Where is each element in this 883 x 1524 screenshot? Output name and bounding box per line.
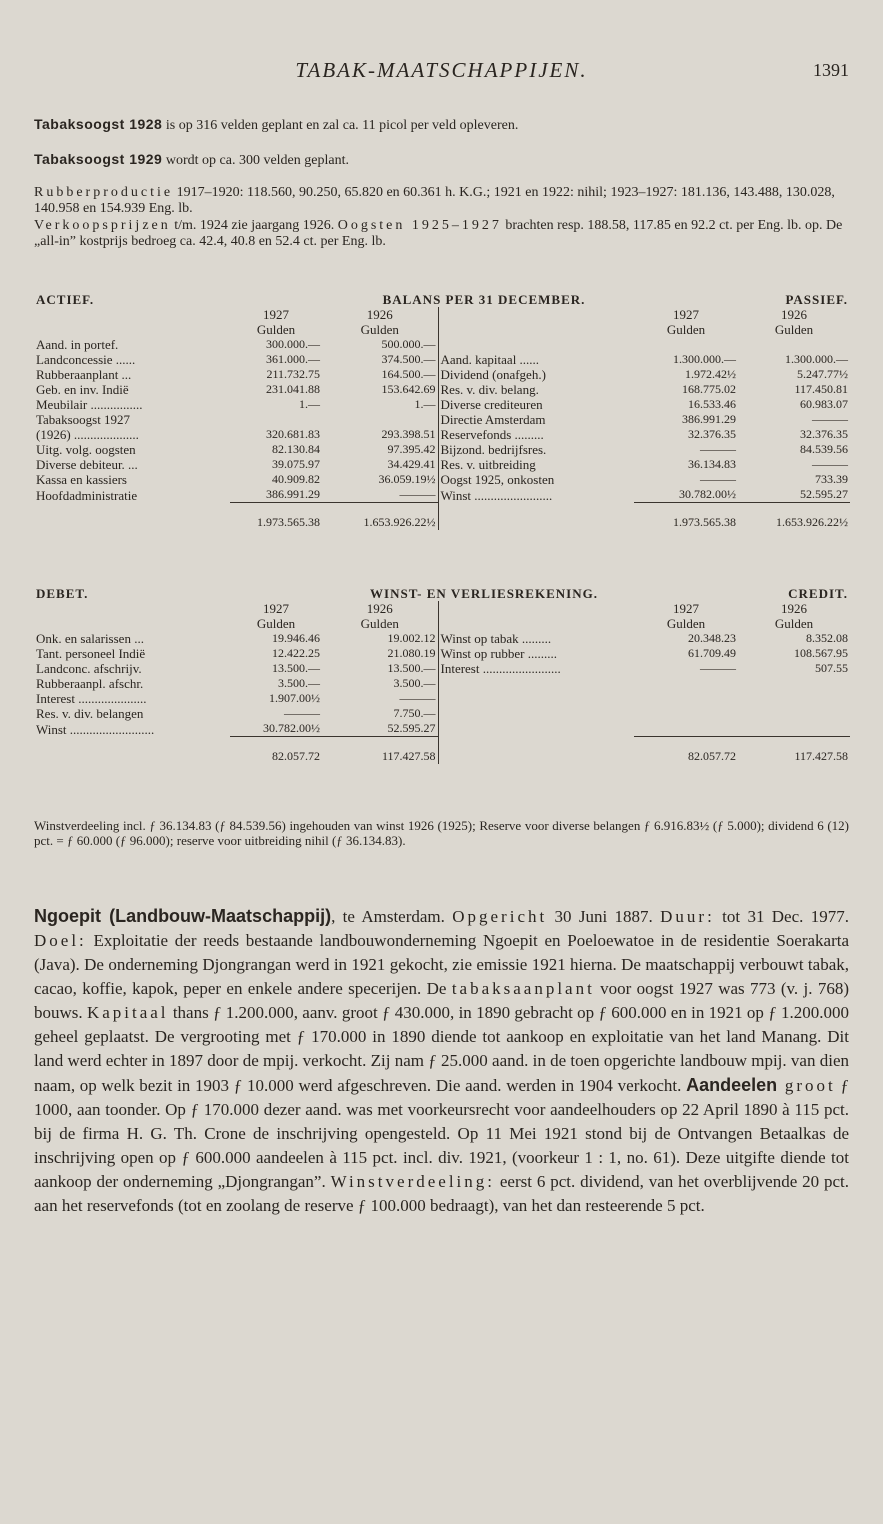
row-value: 61.709.49 <box>688 646 736 660</box>
row-value: ——— <box>812 412 848 426</box>
unit-header: Gulden <box>774 322 814 337</box>
year-header: 1927 <box>673 307 699 322</box>
row-label: Kassa en kassiers <box>36 472 127 487</box>
balance-total-row <box>34 503 850 531</box>
row-label: Tant. personeel Indië <box>36 646 146 661</box>
year-header: 1927 <box>673 601 699 616</box>
company-text: ƒ 1000, aan toonder. Op ƒ 170.000 dezer aand. was met voorkeursrecht voor aandeelhouders op 22 April 1890 à 115 pct. bij de firma H. G. Th. Crone de inschrijving opengesteld. Op 11 Mei 1921 stond bij de Ontvangen Betaalkas de inschrijving open op ƒ 600.000 aandeelen à 115 pct. incl. div. 1921, (voorkeur 1 : 1, no. 61). Deze uitgifte diende tot aankoop der onderneming „Djongrangan”. <box>34 1076 849 1191</box>
row-label: (1926) .................... <box>36 427 139 442</box>
row-value: 19.946.46 <box>272 631 320 645</box>
page-header <box>34 58 849 88</box>
page-number: 1391 <box>813 60 849 80</box>
row-value <box>738 706 850 721</box>
table-row <box>34 397 850 412</box>
row-label <box>438 721 634 737</box>
row-value <box>230 412 322 427</box>
row-value: 361.000.— <box>266 352 320 366</box>
row-value: 12.422.25 <box>272 646 320 660</box>
oogst-1929-label: Tabaksoogst 1929 <box>34 151 163 167</box>
row-label: Res. v. div. belang. <box>438 382 634 397</box>
row-value <box>738 676 850 691</box>
table-row <box>34 367 850 382</box>
company-text: 30 Juni 1887. <box>547 907 661 926</box>
table-row <box>34 487 850 503</box>
row-label: Winst op tabak ......... <box>438 631 634 646</box>
row-value: ——— <box>700 472 736 486</box>
row-value: 211.732.75 <box>266 367 320 381</box>
row-label: Aand. in portef. <box>36 337 119 352</box>
verkoop-label: Verkoopsprijzen <box>34 218 171 233</box>
verkoop-text-1: t/m. 1924 zie jaargang 1926. <box>170 218 338 233</box>
row-value: 168.775.02 <box>682 382 736 396</box>
year-header: 1926 <box>781 601 807 616</box>
row-value: 36.059.19½ <box>378 472 436 486</box>
balance-right-title: PASSIEF. <box>785 292 848 307</box>
row-label: Res. v. div. belangen <box>36 706 144 721</box>
row-value: 32.376.35 <box>688 427 736 441</box>
company-text: voor oogst 1927 was 773 (v. j. 768) bouws. <box>34 979 849 1022</box>
unit-header: Gulden <box>774 616 814 631</box>
total-value: 82.057.72 <box>634 737 738 765</box>
oogst-1928-text: is op 316 velden geplant en zal ca. 11 picol per veld opleveren. <box>162 118 519 133</box>
balance-center-title: BALANS PER 31 DECEMBER. <box>382 292 586 307</box>
row-value: ——— <box>700 442 736 456</box>
row-value: 320.681.83 <box>266 427 320 441</box>
row-value: 36.134.83 <box>688 457 736 471</box>
row-label: Diverse debiteur. ... <box>36 457 138 472</box>
paragraph-verkoopsprijzen <box>34 218 849 250</box>
company-name: Ngoepit (Landbouw-Maatschappij) <box>34 906 332 926</box>
row-value: 7.750.— <box>393 706 436 720</box>
row-value: 231.041.88 <box>266 382 320 396</box>
row-value <box>322 412 438 427</box>
row-value: 1.907.00½ <box>269 691 320 705</box>
row-label <box>438 676 634 691</box>
table-row <box>34 706 850 721</box>
year-header: 1927 <box>263 601 289 616</box>
row-value <box>738 691 850 706</box>
row-value: 117.450.81 <box>794 382 848 396</box>
oogst-1929-text: wordt op ca. 300 velden geplant. <box>162 153 349 168</box>
total-value: 82.057.72 <box>230 737 322 765</box>
row-value <box>738 721 850 737</box>
total-value: 1.973.565.38 <box>634 503 738 531</box>
row-value: 52.595.27 <box>800 487 848 501</box>
balance-year-row <box>34 307 850 322</box>
unit-header: Gulden <box>360 616 399 631</box>
total-value: 117.427.58 <box>738 737 850 765</box>
row-value: 84.539.56 <box>800 442 848 456</box>
row-value: 30.782.00½ <box>263 721 320 735</box>
wv-year-row <box>34 601 850 616</box>
row-value: 3.500.— <box>278 676 320 690</box>
row-label: Dividend (onafgeh.) <box>438 367 634 382</box>
row-label: Oogst 1925, onkosten <box>438 472 634 487</box>
row-value: 1.300.000.— <box>673 352 736 366</box>
row-value: 82.130.84 <box>272 442 320 456</box>
table-row <box>34 337 850 352</box>
row-value: 32.376.35 <box>800 427 848 441</box>
row-label: Bijzond. bedrijfsres. <box>438 442 634 457</box>
total-value: 117.427.58 <box>322 737 438 765</box>
row-value: 13.500.— <box>387 661 436 675</box>
table-row <box>34 412 850 427</box>
row-value <box>634 676 738 691</box>
company-text: tot 31 Dec. 1977. <box>714 907 849 926</box>
table-row <box>34 721 850 737</box>
total-value: 1.653.926.22½ <box>738 503 850 531</box>
row-value: 19.002.12 <box>387 631 436 645</box>
row-value: 733.39 <box>815 472 848 486</box>
row-label: Hoofdadministratie <box>36 487 138 503</box>
row-value: 507.55 <box>815 661 848 675</box>
row-label: Res. v. uitbreiding <box>438 457 634 472</box>
wv-unit-row <box>34 616 850 631</box>
row-value: 34.429.41 <box>387 457 436 471</box>
table-row <box>34 352 850 367</box>
row-value: 5.247.77½ <box>797 367 848 381</box>
table-row <box>34 382 850 397</box>
row-value <box>738 337 850 352</box>
table-row <box>34 661 850 676</box>
company-text: Exploitatie der reeds bestaande landbouwonderneming Ngoepit en Poeloewatoe in de residentie Soerakarta (Java). De onderneming Djongrangan werd in 1921 gekocht, zie emissie 1921 hierna. De maatschappij verbouwt tabak, cacao, koffie, kapok, peper en enkele andere specerijen. De <box>34 931 849 998</box>
table-row <box>34 676 850 691</box>
table-row <box>34 427 850 442</box>
year-header: 1926 <box>366 601 393 616</box>
unit-header: Gulden <box>256 616 296 631</box>
row-value: 293.398.51 <box>381 427 436 441</box>
row-value: 1.972.42½ <box>685 367 736 381</box>
wv-left-title: DEBET. <box>36 586 89 601</box>
row-label: Diverse crediteuren <box>438 397 634 412</box>
paragraph-oogst-1929 <box>34 151 849 169</box>
row-value: 13.500.— <box>272 661 320 675</box>
row-label: Landconcessie ...... <box>36 352 136 367</box>
row-value: 1.— <box>414 397 436 411</box>
row-value: 20.348.23 <box>688 631 736 645</box>
row-label: Tabaksoogst 1927 <box>36 412 131 427</box>
groot-label: groot <box>777 1076 836 1095</box>
total-value: 1.973.565.38 <box>230 503 322 531</box>
row-value: 8.352.08 <box>806 631 848 645</box>
row-value: 153.642.69 <box>381 382 436 396</box>
row-label: Aand. kapitaal ...... <box>438 352 634 367</box>
row-value: 300.000.— <box>266 337 320 351</box>
verkoop-text-2: brachten resp. 188.58, 117.85 en 92.2 ct. per Eng. lb. op. De „all-in” kostprijs bedroeg ca. 42.4, 40.8 en 52.4 ct. per Eng. lb. <box>34 218 843 249</box>
row-label: Interest ........................ <box>438 661 634 676</box>
table-row <box>34 442 850 457</box>
total-value: 1.653.926.22½ <box>322 503 438 531</box>
row-value: 39.075.97 <box>272 457 320 471</box>
row-value: 52.595.27 <box>387 721 436 735</box>
running-title: TABAK-MAATSCHAPPIJEN. <box>295 58 588 82</box>
table-row <box>34 631 850 646</box>
wv-total-row <box>34 737 850 765</box>
row-value: 3.500.— <box>393 676 436 690</box>
row-label: Directie Amsterdam <box>438 412 634 427</box>
table-row <box>34 646 850 661</box>
row-label: Rubberaanplant ... <box>36 367 132 382</box>
row-value: 97.395.42 <box>387 442 436 456</box>
row-value <box>634 706 738 721</box>
wv-center-title: WINST- EN VERLIESREKENING. <box>370 586 598 601</box>
row-value: ——— <box>812 457 848 471</box>
row-value <box>634 691 738 706</box>
table-row <box>34 457 850 472</box>
row-label <box>438 691 634 706</box>
doel-label: Doel: <box>34 931 87 950</box>
wv-right-title: CREDIT. <box>788 586 848 601</box>
row-value: 40.909.82 <box>272 472 320 486</box>
unit-header: Gulden <box>360 322 399 337</box>
year-header: 1927 <box>263 307 289 322</box>
oogsten-label: Oogsten 1925–1927 <box>337 218 502 233</box>
row-value: 1.— <box>299 397 320 411</box>
row-value: 16.533.46 <box>688 397 736 411</box>
rubber-label: Rubberproductie <box>34 185 174 200</box>
row-value: 374.500.— <box>381 352 436 366</box>
rubber-text: 1917–1920: 118.560, 90.250, 65.820 en 60.361 h. K.G.; 1921 en 1922: nihil; 1923–1927: 181.136, 143.488, 130.028, 140.958 en 154.939 Eng. lb. <box>34 185 835 216</box>
row-value <box>634 721 738 737</box>
company-text: thans ƒ 1.200.000, aanv. groot ƒ 430.000, in 1890 gebracht op ƒ 600.000 en in 1921 op ƒ 1.200.000 geheel geplaatst. De vergrooting met ƒ 170.000 in 1890 diende tot aankoop en exploitatie van het land Manang. Dit land werd echter in 1897 door de mpij. verkocht. Zij nam ƒ 25.000 aand. in de toen opgerichte landbouw mpij. van dien naam, op welk bezit in 1903 ƒ 10.000 werd afgeschreven. Die aand. werden in 1904 verkocht. <box>34 1003 849 1095</box>
company-entry-ngoepit <box>34 904 849 1218</box>
row-label: Winst op rubber ......... <box>438 646 634 661</box>
balance-left-title: ACTIEF. <box>36 292 95 307</box>
year-header: 1926 <box>366 307 393 322</box>
unit-header: Gulden <box>666 616 706 631</box>
row-value: ——— <box>284 706 320 720</box>
row-value: 108.567.95 <box>794 646 848 660</box>
row-label: Reservefonds ......... <box>438 427 634 442</box>
balance-sheet <box>34 292 850 530</box>
row-value: ——— <box>700 661 736 675</box>
row-label: Geb. en inv. Indië <box>36 382 129 397</box>
oogst-1928-label: Tabaksoogst 1928 <box>34 116 163 132</box>
wv-title-row <box>34 586 850 601</box>
company-text: eerst 6 pct. dividend, van het overblijvende 20 pct. aan het reservefonds (tot en zoolang de reserve ƒ 100.000 bedraagt), van het dan resteerende 5 pct. <box>34 1172 850 1215</box>
table-row <box>34 472 850 487</box>
row-value: 386.991.29 <box>682 412 736 426</box>
balance-title-row <box>34 292 850 307</box>
row-value: 500.000.— <box>381 337 436 351</box>
unit-header: Gulden <box>666 322 706 337</box>
row-label: Onk. en salarissen ... <box>36 631 144 646</box>
row-label: Interest ..................... <box>36 691 147 706</box>
duur-label: Duur: <box>660 907 715 926</box>
row-label: Meubilair ................ <box>36 397 143 412</box>
row-value: 30.782.00½ <box>679 487 736 501</box>
unit-header: Gulden <box>256 322 296 337</box>
table-row <box>34 691 850 706</box>
row-value: 164.500.— <box>381 367 436 381</box>
row-label <box>438 706 634 721</box>
aandeelen-label: Aandeelen <box>686 1075 778 1095</box>
row-label <box>438 337 634 352</box>
row-value: 386.991.29 <box>266 487 320 501</box>
row-value: ——— <box>399 691 436 705</box>
profit-loss-statement <box>34 586 850 764</box>
row-label: Rubberaanpl. afschr. <box>36 676 144 691</box>
row-value <box>634 337 738 352</box>
tabaksaanplant-label: tabaksaanplant <box>451 979 595 998</box>
kapitaal-label: Kapitaal <box>86 1003 169 1022</box>
row-label: Landconc. afschrijv. <box>36 661 142 676</box>
paragraph-oogst-1928 <box>34 116 849 134</box>
year-header: 1926 <box>781 307 807 322</box>
row-label: Winst ........................ <box>438 487 634 503</box>
balance-unit-row <box>34 322 850 337</box>
winstverdeeling-label: Winstverdeeling: <box>330 1172 495 1191</box>
paragraph-rubberproductie <box>34 185 849 217</box>
row-label: Uitg. volg. oogsten <box>36 442 136 457</box>
opgericht-label: Opgericht <box>452 907 548 926</box>
winstverdeeling-note: Winstverdeeling incl. ƒ 36.134.83 (ƒ 84.539.56) ingehouden van winst 1926 (1925); Reserve voor diverse belangen ƒ 6.916.83½ (ƒ 5.000); dividend 6 (12) pct. = ƒ 60.000 (ƒ 96.000); reserve voor uitbreiding nihil (ƒ 36.134.83). <box>34 818 849 848</box>
row-value: 1.300.000.— <box>785 352 848 366</box>
row-value: 60.983.07 <box>800 397 848 411</box>
row-label: Winst .......................... <box>36 721 155 737</box>
row-value: 21.080.19 <box>387 646 436 660</box>
company-text: , te Amsterdam. <box>331 907 453 926</box>
row-value: ——— <box>399 487 436 501</box>
